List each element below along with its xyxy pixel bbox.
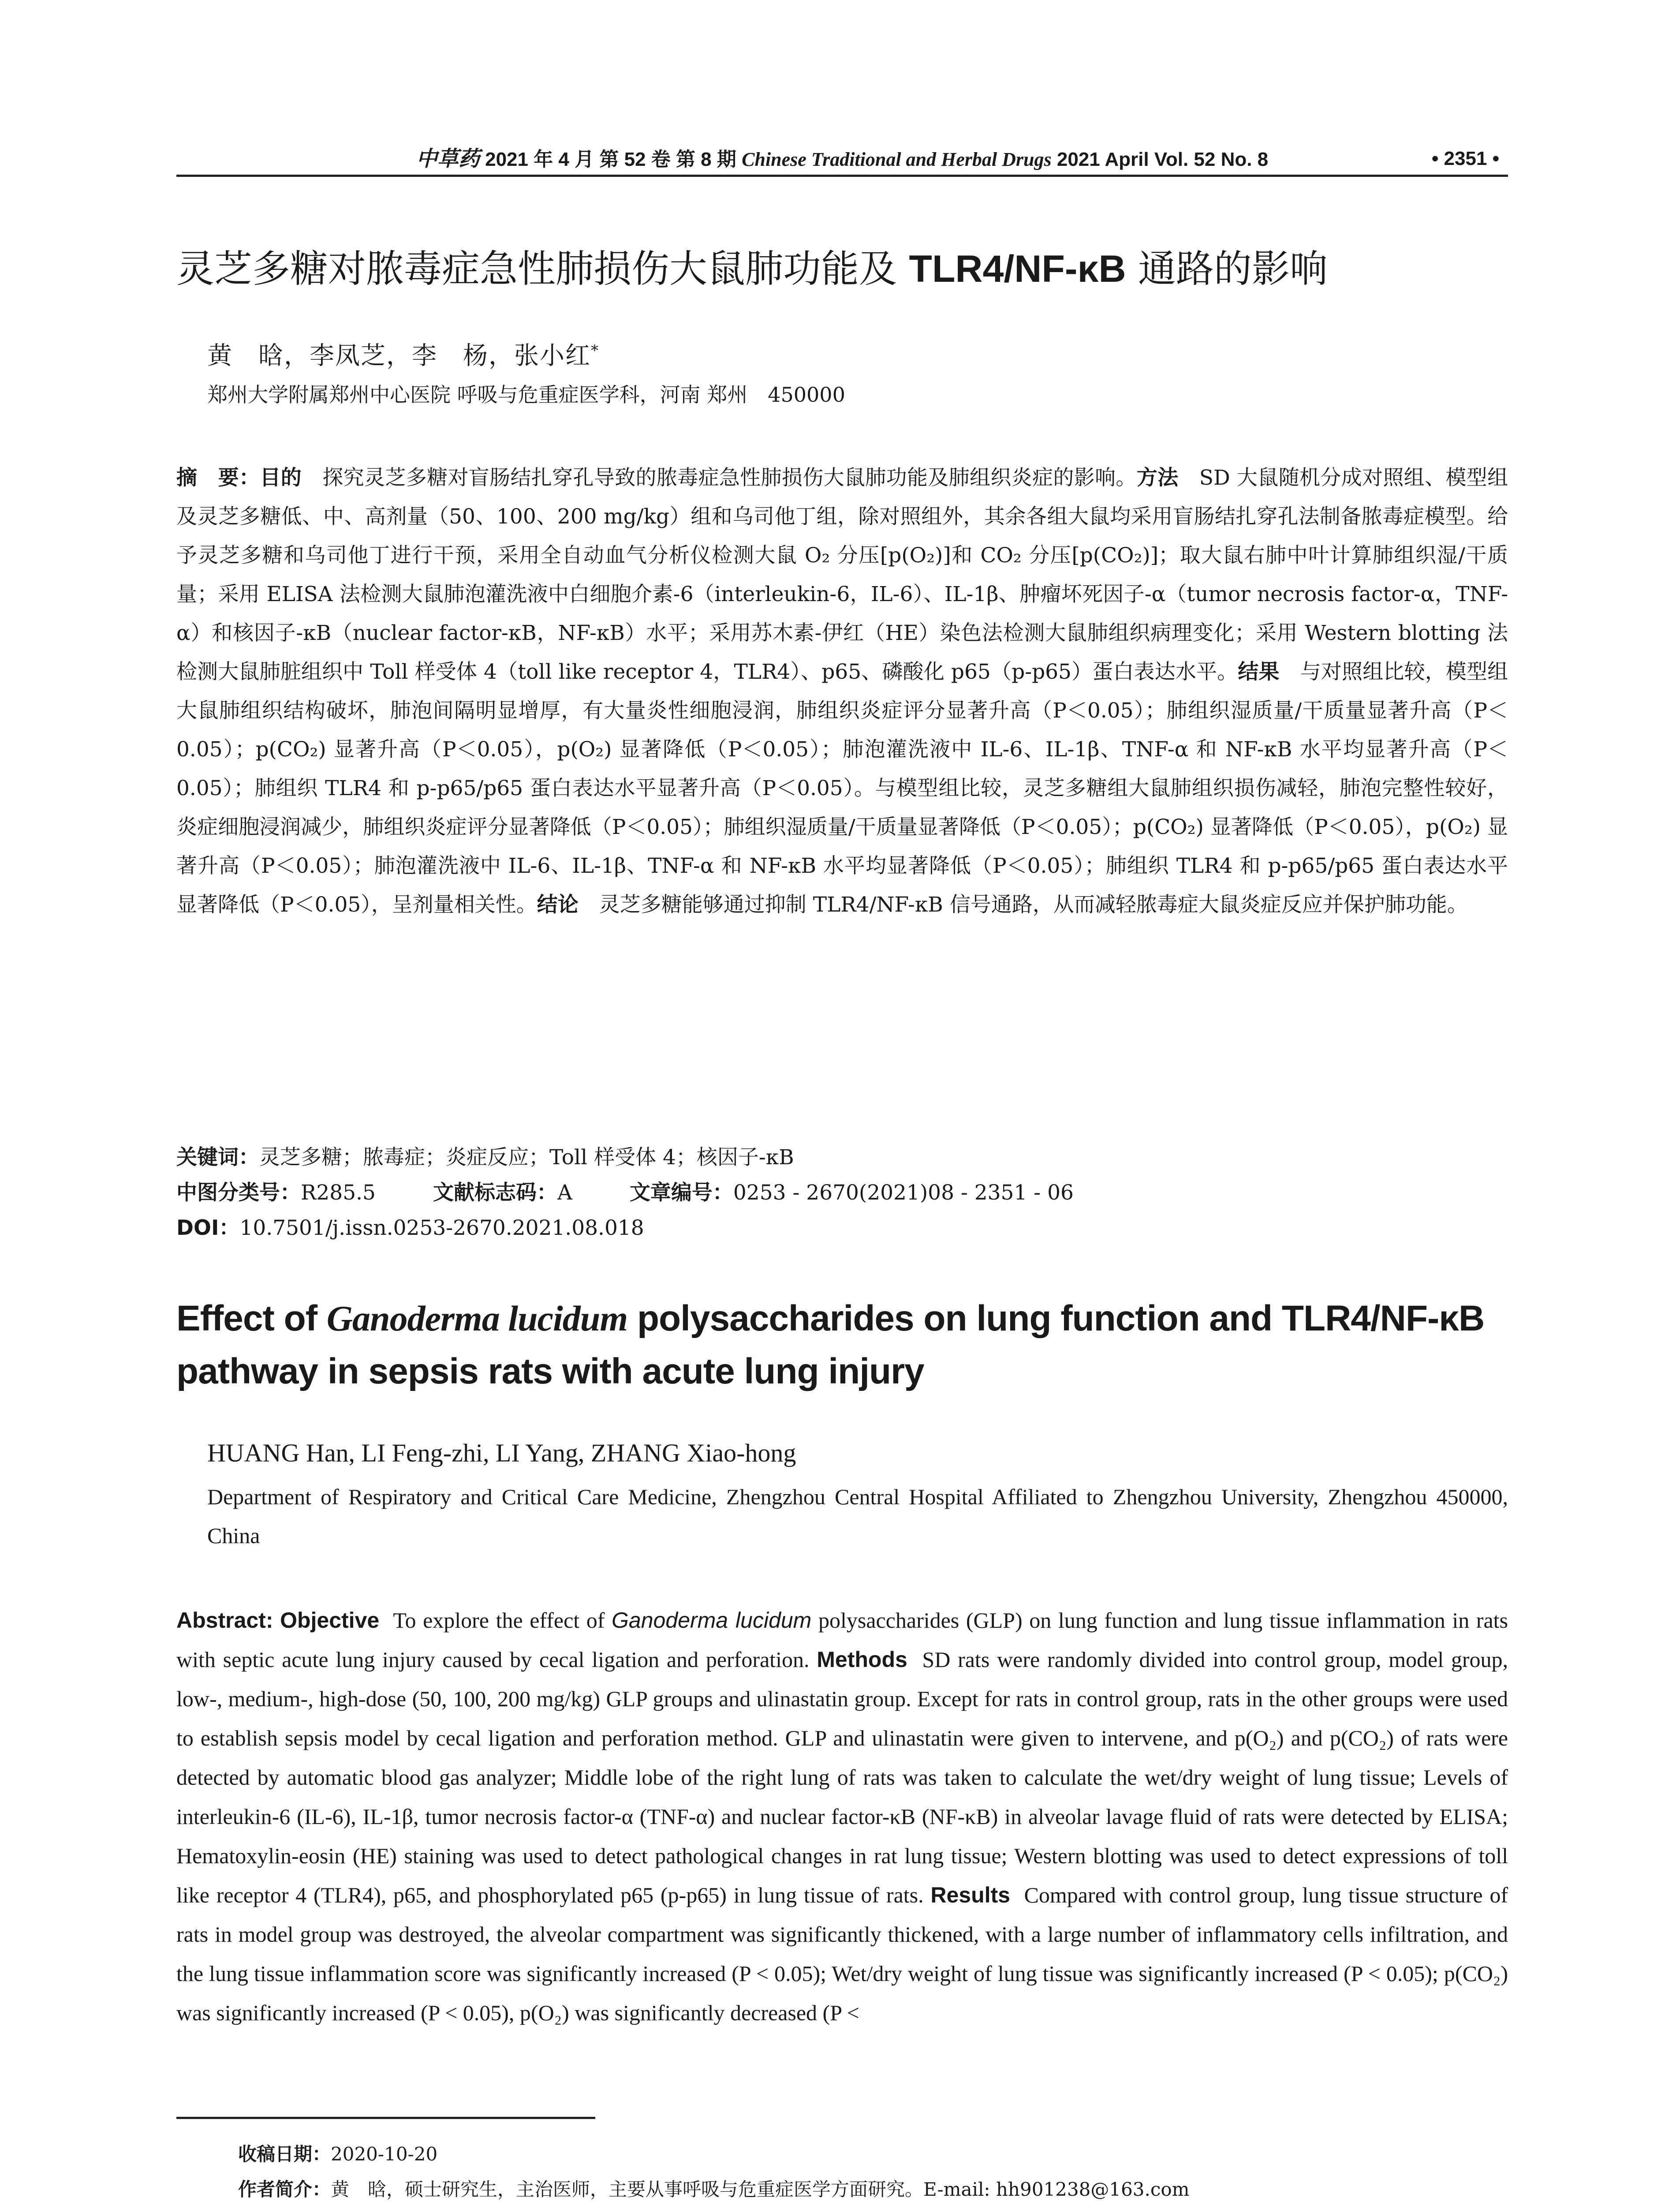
bio-label: 作者简介： (238, 2179, 331, 2200)
doi-line (176, 1213, 644, 1244)
footnote-bio (238, 2172, 1189, 2205)
results-en-text: Compared with control group, lung tissue structure of rats in model group was destroyed, the alveolar compartment was significantly thickened, with a large number of inflammatory cells infiltration, and the lung tissue inflammation score was significantly increased (P < 0.05); Wet/dry weight of lung tissue was significantly increased (P < 0.05); p(CO₂) was significantly increased (P < 0.05), p(O₂) was significantly decreased (P < (176, 1883, 1508, 2025)
issue-en: 2021 April Vol. 52 No. 8 (1057, 149, 1269, 170)
authors-cn (207, 333, 599, 374)
title-en (176, 1292, 1508, 1398)
conclusion-cn-text: 灵芝多糖能够通过抑制 TLR4/NF-κB 信号通路，从而减轻脓毒症大鼠炎症反应并保护肺功能。 (599, 893, 1468, 917)
clc-value: R285.5 (301, 1181, 376, 1205)
affiliation-en: Department of Respiratory and Critical Care Medicine, Zhengzhou Central Hospital Affiliated to Zhengzhou University, Zhengzhou 450000, China (207, 1484, 1508, 1548)
objective-en-pre: To explore the effect of (393, 1608, 612, 1633)
doi-label: DOI： (176, 1216, 240, 1240)
title-en-pre: Effect of (176, 1298, 327, 1338)
title-en-post: polysaccharides on lung function and TLR4/NF-κB pathway in sepsis rats with acute lung injury (176, 1298, 1485, 1391)
issue-cn: 2021 年 4 月 第 52 卷 第 8 期 (485, 149, 736, 170)
received-label: 收稿日期： (238, 2143, 331, 2165)
footnote-received (238, 2137, 1189, 2172)
clc-label: 中图分类号： (176, 1181, 301, 1205)
results-cn-label: 结果 (1238, 660, 1280, 684)
doc-code-value: A (557, 1181, 572, 1205)
authors-en: HUANG Han, LI Feng-zhi, LI Yang, ZHANG Xiao-hong (207, 1439, 796, 1467)
corresponding-mark: * (591, 342, 599, 359)
affiliation-cn: 郑州大学附属郑州中心医院 呼吸与危重症医学科，河南 郑州 450000 (207, 383, 845, 407)
keywords-cn (176, 1142, 794, 1173)
running-head (176, 146, 1508, 177)
footnote-rule (176, 2117, 595, 2119)
abstract-en (176, 1601, 1508, 2033)
abstract-en-label: Abstract: (176, 1608, 273, 1633)
article-no-label: 文章编号： (629, 1181, 733, 1205)
results-cn-text: 与对照组比较，模型组大鼠肺组织结构破坏，肺泡间隔明显增厚，有大量炎性细胞浸润，肺组织炎症评分显著升高（P＜0.05）；肺组织湿质量/干质量显著升高（P＜0.05）；p(CO₂) 显著升高（P＜0.05），p(O₂) 显著降低（P＜0.05）；肺泡灌洗液中 IL-6、IL-1β、TNF-α 和 NF-κB 水平均显著升高（P＜0.05）；肺组织 TLR4 和 p-p65/p65 蛋白表达水平显著升高（P＜0.05）。与模型组比较，灵芝多糖组大鼠肺组织损伤减轻，肺泡完整性较好，炎症细胞浸润减少，肺组织炎症评分显著降低（P＜0.05）；肺组织湿质量/干质量显著降低（P＜0.05）；p(CO₂) 显著降低（P＜0.05），p(O₂) 显著升高（P＜0.05）；肺泡灌洗液中 IL-6、IL-1β、TNF-α 和 NF-κB 水平均显著降低（P＜0.05）；肺组织 TLR4 和 p-p65/p65 蛋白表达水平显著降低（P＜0.05），呈剂量相关性。 (176, 660, 1508, 917)
running-head-center (176, 146, 1508, 173)
abstract-cn-label: 摘 要： (176, 466, 260, 490)
footnotes (238, 2137, 1189, 2205)
bio-text: 黄 晗，硕士研究生，主治医师，主要从事呼吸与危重症医学方面研究。E-mail: hh901238@163.com (331, 2179, 1190, 2200)
journal-name-cn: 中草药 (416, 146, 480, 171)
page-number: • 2351 • (1431, 148, 1499, 169)
title-en-species: Ganoderma lucidum (326, 1298, 628, 1338)
title-cn-tail: 通路的影响 (1138, 247, 1328, 291)
conclusion-cn-label: 结论 (537, 893, 579, 917)
keywords-cn-text: 灵芝多糖；脓毒症；炎症反应；Toll 样受体 4；核因子-κB (259, 1145, 794, 1170)
doi-value[interactable]: 10.7501/j.issn.0253-2670.2021.08.018 (239, 1216, 644, 1240)
title-cn-pathway: TLR4/NF-κB (909, 248, 1126, 290)
objective-cn-text: 探究灵芝多糖对盲肠结扎穿孔导致的脓毒症急性肺损伤大鼠肺功能及肺组织炎症的影响。 (322, 466, 1137, 490)
methods-en-label: Methods (817, 1647, 907, 1672)
doc-code-label: 文献标志码： (433, 1181, 557, 1205)
objective-en-label: Objective (280, 1608, 380, 1633)
results-en-label: Results (930, 1883, 1010, 1907)
methods-cn-text: SD 大鼠随机分成对照组、模型组及灵芝多糖低、中、高剂量（50、100、200 mg/kg）组和乌司他丁组，除对照组外，其余各组大鼠均采用盲肠结扎穿孔法制备脓毒症模型。给予灵芝多糖和乌司他丁进行干预，采用全自动血气分析仪检测大鼠 O₂ 分压[p(O₂)]和 CO₂ 分压[p(CO₂)]；取大鼠右肺中叶计算肺组织湿/干质量；采用 ELISA 法检测大鼠肺泡灌洗液中白细胞介素-6（interleukin-6，IL-6）、IL-1β、肿瘤坏死因子-α（tumor necrosis factor-α，TNF-α）和核因子-κB（nuclear factor-κB，NF-κB）水平；采用苏木素-伊红（HE）染色法检测大鼠肺组织病理变化；采用 Western blotting 法检测大鼠肺脏组织中 Toll 样受体 4（toll like receptor 4，TLR4）、p65、磷酸化 p65（p-p65）蛋白表达水平。 (176, 466, 1508, 684)
objective-en-post: polysaccharides (GLP) on lung function and lung tissue inflammation in rats with septic acute lung injury caused by cecal ligation and perforation. (176, 1608, 1508, 1672)
journal-name-en: Chinese Traditional and Herbal Drugs (742, 149, 1052, 170)
keywords-cn-label: 关键词： (176, 1145, 259, 1170)
abstract-cn (176, 459, 1508, 924)
authors-cn-names: 黄 晗，李凤芝，李 杨，张小红 (207, 341, 591, 370)
article-no-value: 0253 - 2670(2021)08 - 2351 - 06 (733, 1181, 1074, 1205)
title-cn (176, 243, 1508, 295)
title-cn-main: 灵芝多糖对脓毒症急性肺损伤大鼠肺功能及 (176, 247, 897, 291)
methods-cn-label: 方法 (1136, 466, 1179, 490)
methods-en-text: SD rats were randomly divided into control group, model group, low-, medium-, high-dose (50, 100, 200 mg/kg) GLP groups and ulinastatin group. Except for rats in control group, rats in the other groups were used to establish sepsis model by cecal ligation and perforation method. GLP and ulinastatin were given to intervene, and p(O₂) and p(CO₂) of rats were detected by automatic blood gas analyzer; Middle lobe of the right lung of rats was taken to calculate the wet/dry weight of lung tissue; Levels of interleukin-6 (IL-6), IL-1β, tumor necrosis factor-α (TNF-α) and nuclear factor-κB (NF-κB) in alveolar lavage fluid of rats were detected by ELISA; Hematoxylin-eosin (HE) staining was used to detect pathological changes in rat lung tissue; Western blotting was used to detect expressions of toll like receptor 4 (TLR4), p65, and phosphorylated p65 (p-p65) in lung tissue of rats. (176, 1647, 1508, 1907)
received-date: 2020-10-20 (331, 2143, 438, 2165)
objective-cn-label: 目的 (260, 466, 302, 490)
classification-line (176, 1177, 1074, 1208)
objective-en-species: Ganoderma lucidum (612, 1608, 812, 1633)
